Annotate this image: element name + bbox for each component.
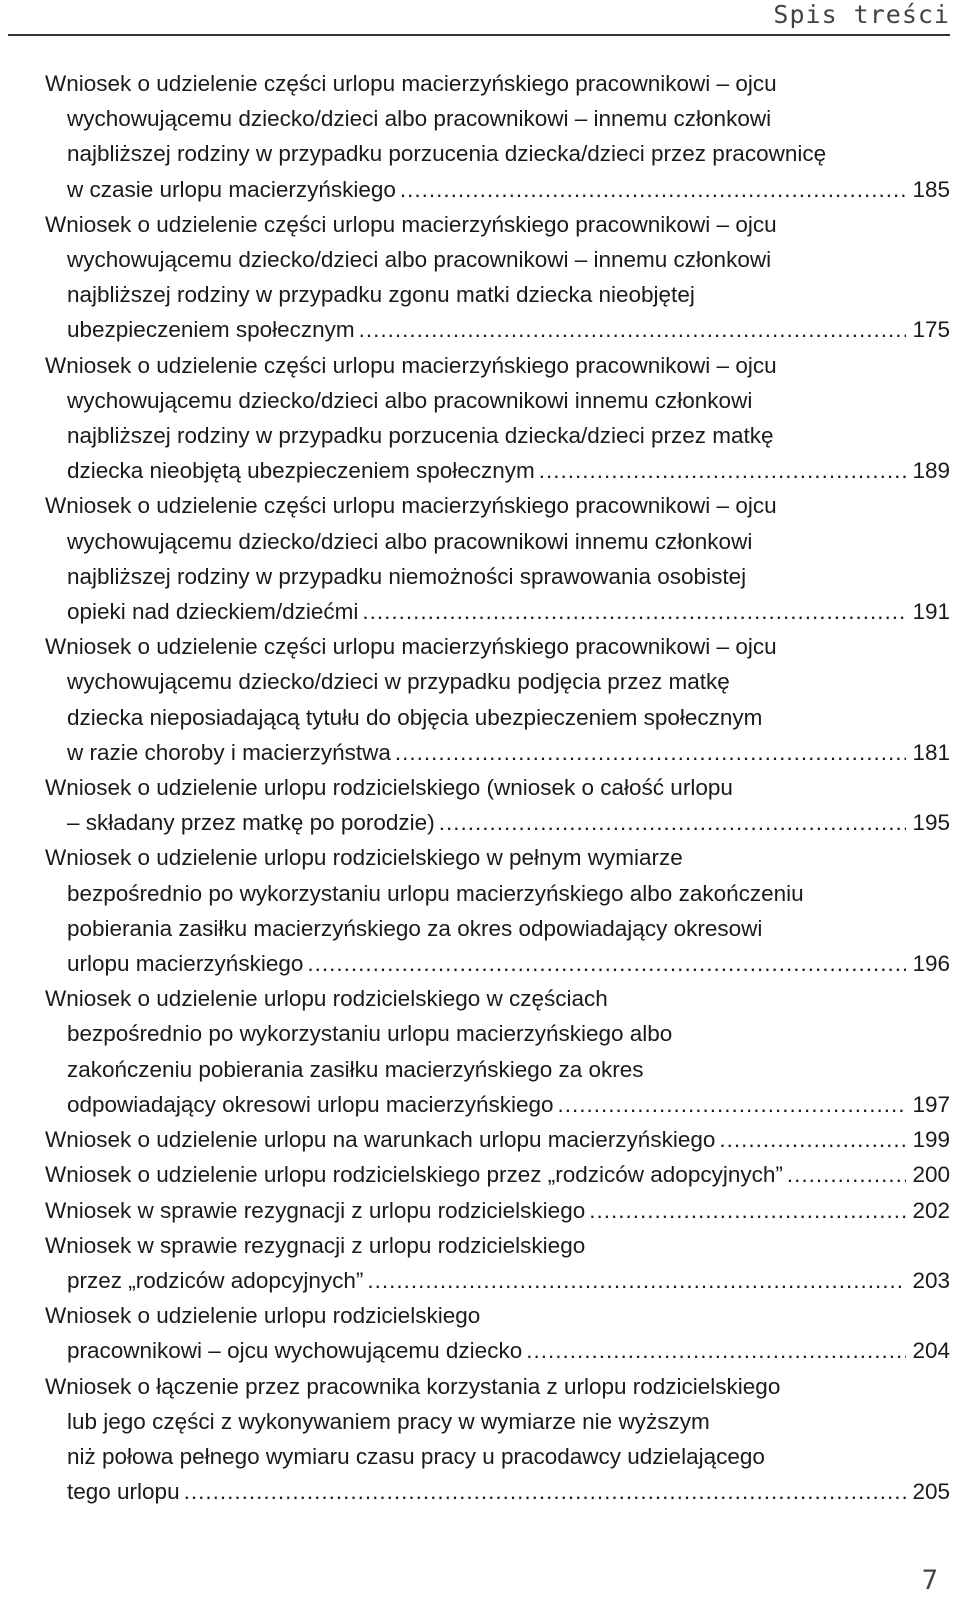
dot-leader: [184, 1474, 907, 1509]
toc-entry-page: 196: [912, 951, 950, 977]
toc-entry-last-line: [45, 1122, 950, 1157]
toc-entry-text: zakończeniu pobierania zasiłku macierzyńskiego za okres: [67, 1056, 644, 1082]
toc-entry-text: dziecka nieposiadającą tytułu do objęcia ubezpieczeniem społecznym: [67, 704, 763, 730]
dot-leader: [526, 1333, 906, 1368]
toc-entry-text: Wniosek o udzielenie urlopu rodzicielskiego (wniosek o całość urlopu: [45, 775, 733, 801]
toc-entry-text: pobierania zasiłku macierzyńskiego za okres odpowiadający okresowi: [67, 915, 763, 941]
toc-entry-text: Wniosek o udzielenie urlopu na warunkach urlopu macierzyńskiego: [45, 1127, 716, 1153]
toc-entry-text: Wniosek o udzielenie części urlopu macierzyńskiego pracownikowi – ojcu: [45, 71, 777, 96]
toc-entry-text: ubezpieczeniem społecznym: [67, 317, 355, 343]
dot-leader: [787, 1157, 907, 1192]
toc-entry[interactable]: [45, 770, 950, 840]
toc-entry-last-line: [45, 594, 950, 629]
toc-entry-text: Wniosek o udzielenie urlopu rodzicielskiego w częściach: [45, 986, 608, 1012]
dot-leader: [307, 946, 906, 981]
toc-entry-text: opieki nad dzieckiem/dziećmi: [67, 599, 359, 625]
toc-entry-text: niż połowa pełnego wymiaru czasu pracy u pracodawcy udzielającego: [67, 1443, 765, 1469]
toc-entry-text: urlopu macierzyńskiego: [67, 951, 304, 977]
table-of-contents: [45, 66, 950, 1509]
toc-entry-page: 189: [912, 458, 950, 484]
toc-entry-text: w czasie urlopu macierzyńskiego: [67, 176, 396, 202]
toc-entry-text: w razie choroby i macierzyństwa: [67, 739, 391, 765]
toc-entry-page: 197: [912, 1091, 950, 1117]
header-title: Spis treści: [773, 0, 950, 29]
toc-entry-text: Wniosek o udzielenie części urlopu macierzyńskiego pracownikowi – ojcu: [45, 211, 777, 237]
toc-entry-text: Wniosek o udzielenie urlopu rodzicielskiego: [45, 1303, 481, 1329]
dot-leader: [539, 453, 907, 488]
toc-entry-text: Wniosek o udzielenie urlopu rodzicielskiego przez „rodziców adopcyjnych”: [45, 1162, 783, 1188]
toc-entry-text: bezpośrednio po wykorzystaniu urlopu macierzyńskiego albo zakończeniu: [67, 880, 804, 906]
toc-entry-page: 175: [912, 317, 950, 343]
toc-entry-text: – składany przez matkę po porodzie): [67, 810, 435, 836]
toc-entry[interactable]: [45, 488, 950, 629]
page-number: 7: [921, 1565, 938, 1596]
toc-entry-page: 203: [912, 1267, 950, 1293]
toc-entry-text: przez „rodziców adopcyjnych”: [67, 1267, 364, 1293]
toc-entry-last-line: [45, 1333, 950, 1368]
toc-entry-text: lub jego części z wykonywaniem pracy w wymiarze nie wyższym: [67, 1408, 710, 1434]
toc-entry-text: bezpośrednio po wykorzystaniu urlopu macierzyńskiego albo: [67, 1021, 673, 1047]
toc-entry-text: Wniosek o łączenie przez pracownika korzystania z urlopu rodzicielskiego: [45, 1373, 781, 1399]
toc-entry-page: 185: [912, 176, 950, 202]
toc-entry[interactable]: [45, 1122, 950, 1157]
toc-entry-text: Wniosek o udzielenie urlopu rodzicielskiego w pełnym wymiarze: [45, 845, 683, 871]
toc-entry-text: pracownikowi – ojcu wychowującemu dziecko: [67, 1338, 523, 1364]
toc-entry-last-line: [45, 946, 950, 981]
toc-entry-page: 204: [912, 1338, 950, 1364]
toc-entry-text: najbliższej rodziny w przypadku porzucenia dziecka/dzieci przez matkę: [67, 423, 774, 449]
toc-entry-page: 205: [912, 1479, 950, 1505]
toc-entry-page: 181: [912, 739, 950, 765]
toc-entry[interactable]: [45, 981, 950, 1122]
toc-entry-text: Wniosek o udzielenie części urlopu macierzyńskiego pracownikowi – ojcu: [45, 493, 777, 519]
toc-entry[interactable]: [45, 66, 950, 207]
dot-leader: [558, 1087, 907, 1122]
toc-entry[interactable]: [45, 629, 950, 770]
dot-leader: [367, 1263, 906, 1298]
toc-entry[interactable]: [45, 1369, 950, 1510]
toc-entry-text: wychowującemu dziecko/dzieci albo pracownikowi innemu członkowi: [67, 528, 753, 554]
toc-entry[interactable]: [45, 1193, 950, 1228]
toc-entry-text: Wniosek w sprawie rezygnacji z urlopu rodzicielskiego: [45, 1232, 586, 1258]
toc-entry-last-line: [45, 312, 950, 347]
dot-leader: [400, 172, 907, 207]
toc-entry-last-line: [45, 735, 950, 770]
toc-entry-text: Wniosek o udzielenie części urlopu macierzyńskiego pracownikowi – ojcu: [45, 352, 777, 378]
toc-entry-page: 195: [912, 810, 950, 836]
toc-entry[interactable]: [45, 1298, 950, 1368]
toc-entry-text: najbliższej rodziny w przypadku porzucenia dziecka/dzieci przez pracownicę: [67, 141, 827, 167]
toc-entry-last-line: [45, 1193, 950, 1228]
toc-entry[interactable]: [45, 348, 950, 489]
toc-entry[interactable]: [45, 1228, 950, 1298]
toc-entry-text: dziecka nieobjętą ubezpieczeniem społecznym: [67, 458, 535, 484]
toc-entry-last-line: [45, 1263, 950, 1298]
dot-leader: [439, 805, 907, 840]
dot-leader: [359, 312, 907, 347]
toc-entry-text: najbliższej rodziny w przypadku niemożności sprawowania osobistej: [67, 563, 747, 589]
dot-leader: [589, 1193, 906, 1228]
toc-entry-page: 202: [912, 1197, 950, 1223]
toc-entry-last-line: [45, 453, 950, 488]
running-header: [8, 0, 950, 36]
toc-entry-text: odpowiadający okresowi urlopu macierzyńskiego: [67, 1091, 554, 1117]
toc-entry[interactable]: [45, 207, 950, 348]
toc-entry-text: Wniosek w sprawie rezygnacji z urlopu rodzicielskiego: [45, 1197, 586, 1223]
toc-entry-last-line: [45, 805, 950, 840]
toc-entry-text: wychowującemu dziecko/dzieci albo pracownikowi – innemu członkowi: [67, 106, 772, 132]
toc-entry-last-line: [45, 172, 950, 207]
toc-entry-page: 191: [912, 599, 950, 625]
dot-leader: [362, 594, 906, 629]
toc-entry-last-line: [45, 1157, 950, 1192]
dot-leader: [719, 1122, 906, 1157]
dot-leader: [395, 735, 907, 770]
toc-entry-text: najbliższej rodziny w przypadku zgonu matki dziecka nieobjętej: [67, 282, 695, 308]
toc-entry-last-line: [45, 1474, 950, 1509]
toc-entry-last-line: [45, 1087, 950, 1122]
toc-entry-page: 199: [912, 1127, 950, 1153]
toc-entry-text: Wniosek o udzielenie części urlopu macierzyńskiego pracownikowi – ojcu: [45, 634, 777, 660]
toc-entry-text: wychowującemu dziecko/dzieci albo pracownikowi – innemu członkowi: [67, 247, 772, 273]
toc-entry-text: wychowującemu dziecko/dzieci w przypadku podjęcia przez matkę: [67, 669, 730, 695]
toc-entry[interactable]: [45, 1157, 950, 1192]
toc-entry-text: tego urlopu: [67, 1479, 180, 1505]
toc-entry-text: wychowującemu dziecko/dzieci albo pracownikowi innemu członkowi: [67, 387, 753, 413]
toc-entry-page: 200: [912, 1162, 950, 1188]
toc-entry[interactable]: [45, 840, 950, 981]
